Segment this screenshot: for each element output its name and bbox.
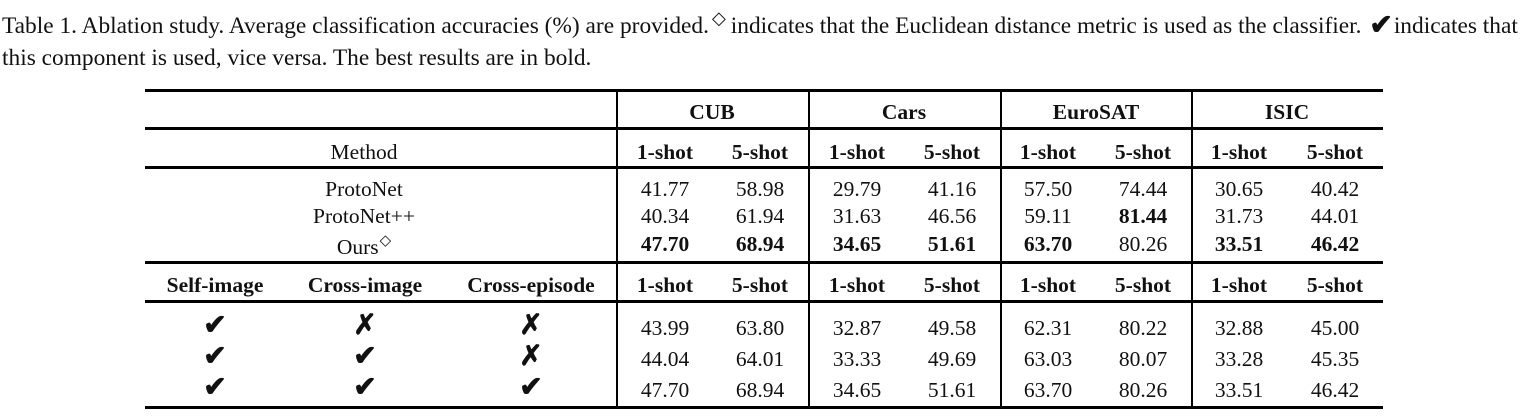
shot-column-header: 1-shot <box>1210 140 1268 164</box>
shot-column-header: 1-shot <box>1019 140 1077 164</box>
caption-text-2: indicates that the Euclidean distance metric is used as the classifier. <box>730 13 1362 39</box>
accuracy-cell: 81.44 <box>1118 204 1168 228</box>
shot-column-header: 5-shot <box>923 140 981 164</box>
table-caption <box>2 2 1528 74</box>
shot-column-header: 1-shot <box>636 140 694 164</box>
column-separator <box>1191 91 1193 407</box>
accuracy-cell: 80.26 <box>1118 378 1168 402</box>
shot-column-header: 1-shot <box>1210 273 1268 297</box>
shot-column-header: 1-shot <box>828 273 886 297</box>
euclidean-diamond-icon: ◇ <box>711 8 726 28</box>
accuracy-cell: 32.87 <box>832 316 882 340</box>
euclidean-diamond-icon: ◇ <box>379 233 392 249</box>
accuracy-cell: 46.42 <box>1310 232 1360 256</box>
shot-column-header: 5-shot <box>1114 273 1172 297</box>
accuracy-cell: 49.58 <box>927 316 977 340</box>
accuracy-cell: 44.01 <box>1310 204 1360 228</box>
accuracy-cell: 68.94 <box>735 378 785 402</box>
method-name: ProtoNet++ <box>313 204 415 228</box>
shot-column-header: 5-shot <box>1114 140 1172 164</box>
accuracy-cell: 41.77 <box>640 177 690 201</box>
accuracy-cell: 32.88 <box>1214 316 1264 340</box>
accuracy-cell: 63.03 <box>1023 347 1073 371</box>
accuracy-cell: 63.80 <box>735 316 785 340</box>
accuracy-cell: 31.63 <box>832 204 882 228</box>
accuracy-cell: 33.51 <box>1214 232 1264 256</box>
cross-mark-icon: ✗ <box>519 341 543 372</box>
accuracy-cell: 45.00 <box>1310 316 1360 340</box>
shot-column-header: 5-shot <box>731 273 789 297</box>
column-separator <box>616 91 618 407</box>
checkmark-icon: ✔ <box>353 341 377 372</box>
component-header-rule <box>145 300 1383 303</box>
component-header-self-image: Self-image <box>166 273 264 297</box>
shot-column-header: 5-shot <box>1306 273 1364 297</box>
accuracy-cell: 41.16 <box>927 177 977 201</box>
accuracy-cell: 61.94 <box>735 204 785 228</box>
caption-text-1: Table 1. Ablation study. Average classification accuracies (%) are provided. <box>2 13 709 39</box>
accuracy-cell: 43.99 <box>640 316 690 340</box>
accuracy-cell: 62.31 <box>1023 316 1073 340</box>
checkmark-icon: ✔ <box>203 310 227 341</box>
accuracy-cell: 45.35 <box>1310 347 1360 371</box>
accuracy-cell: 63.70 <box>1023 232 1073 256</box>
accuracy-cell: 59.11 <box>1024 204 1072 228</box>
checkmark-icon: ✔ <box>203 372 227 403</box>
accuracy-cell: 74.44 <box>1118 177 1168 201</box>
dataset-header-cub: CUB <box>689 100 735 124</box>
accuracy-cell: 68.94 <box>735 232 785 256</box>
accuracy-cell: 64.01 <box>735 347 785 371</box>
caption-text-3: indicates that this component is used, vice versa. The best results are in bold. <box>2 13 1518 71</box>
accuracy-cell: 49.69 <box>927 347 977 371</box>
column-separator <box>1000 91 1002 407</box>
checkmark-icon: ✔ <box>519 372 543 403</box>
method-column-header: Method <box>330 140 398 164</box>
accuracy-cell: 31.73 <box>1214 204 1264 228</box>
accuracy-cell: 40.34 <box>640 204 690 228</box>
accuracy-cell: 46.56 <box>927 204 977 228</box>
accuracy-cell: 33.33 <box>832 347 882 371</box>
method-name: Ours◇ <box>336 233 392 259</box>
accuracy-cell: 63.70 <box>1023 378 1073 402</box>
accuracy-cell: 34.65 <box>832 378 882 402</box>
shot-column-header: 5-shot <box>923 273 981 297</box>
accuracy-cell: 57.50 <box>1023 177 1073 201</box>
accuracy-cell: 58.98 <box>735 177 785 201</box>
shot-column-header: 1-shot <box>1019 273 1077 297</box>
accuracy-cell: 34.65 <box>832 232 882 256</box>
shot-column-header: 5-shot <box>731 140 789 164</box>
accuracy-cell: 51.61 <box>927 232 977 256</box>
accuracy-cell: 33.51 <box>1214 378 1264 402</box>
column-separator <box>808 91 810 407</box>
dataset-header-rule <box>145 127 1383 130</box>
accuracy-cell: 47.70 <box>640 232 690 256</box>
checkmark-icon: ✔ <box>203 341 227 372</box>
accuracy-cell: 47.70 <box>640 378 690 402</box>
accuracy-cell: 44.04 <box>640 347 690 371</box>
cross-mark-icon: ✗ <box>519 310 543 341</box>
accuracy-cell: 33.28 <box>1214 347 1264 371</box>
accuracy-cell: 80.22 <box>1118 316 1168 340</box>
dataset-header-cars: Cars <box>881 100 927 124</box>
methods-bottom-rule <box>145 261 1383 264</box>
accuracy-cell: 51.61 <box>927 378 977 402</box>
dataset-header-isic: ISIC <box>1264 100 1310 124</box>
bottom-rule <box>145 406 1383 409</box>
shot-column-header: 1-shot <box>828 140 886 164</box>
accuracy-cell: 46.42 <box>1310 378 1360 402</box>
component-header-cross-image: Cross-image <box>307 273 423 297</box>
top-rule <box>145 89 1383 92</box>
dataset-header-eurosat: EuroSAT <box>1052 100 1140 124</box>
accuracy-cell: 80.26 <box>1118 232 1168 256</box>
checkmark-icon: ✔ <box>1369 10 1393 41</box>
accuracy-cell: 80.07 <box>1118 347 1168 371</box>
accuracy-cell: 40.42 <box>1310 177 1360 201</box>
method-name: ProtoNet <box>325 177 403 201</box>
cross-mark-icon: ✗ <box>353 310 377 341</box>
method-header-rule <box>145 166 1383 169</box>
accuracy-cell: 29.79 <box>832 177 882 201</box>
shot-column-header: 5-shot <box>1306 140 1364 164</box>
checkmark-icon: ✔ <box>353 372 377 403</box>
component-header-cross-episode: Cross-episode <box>467 273 595 297</box>
shot-column-header: 1-shot <box>636 273 694 297</box>
accuracy-cell: 30.65 <box>1214 177 1264 201</box>
